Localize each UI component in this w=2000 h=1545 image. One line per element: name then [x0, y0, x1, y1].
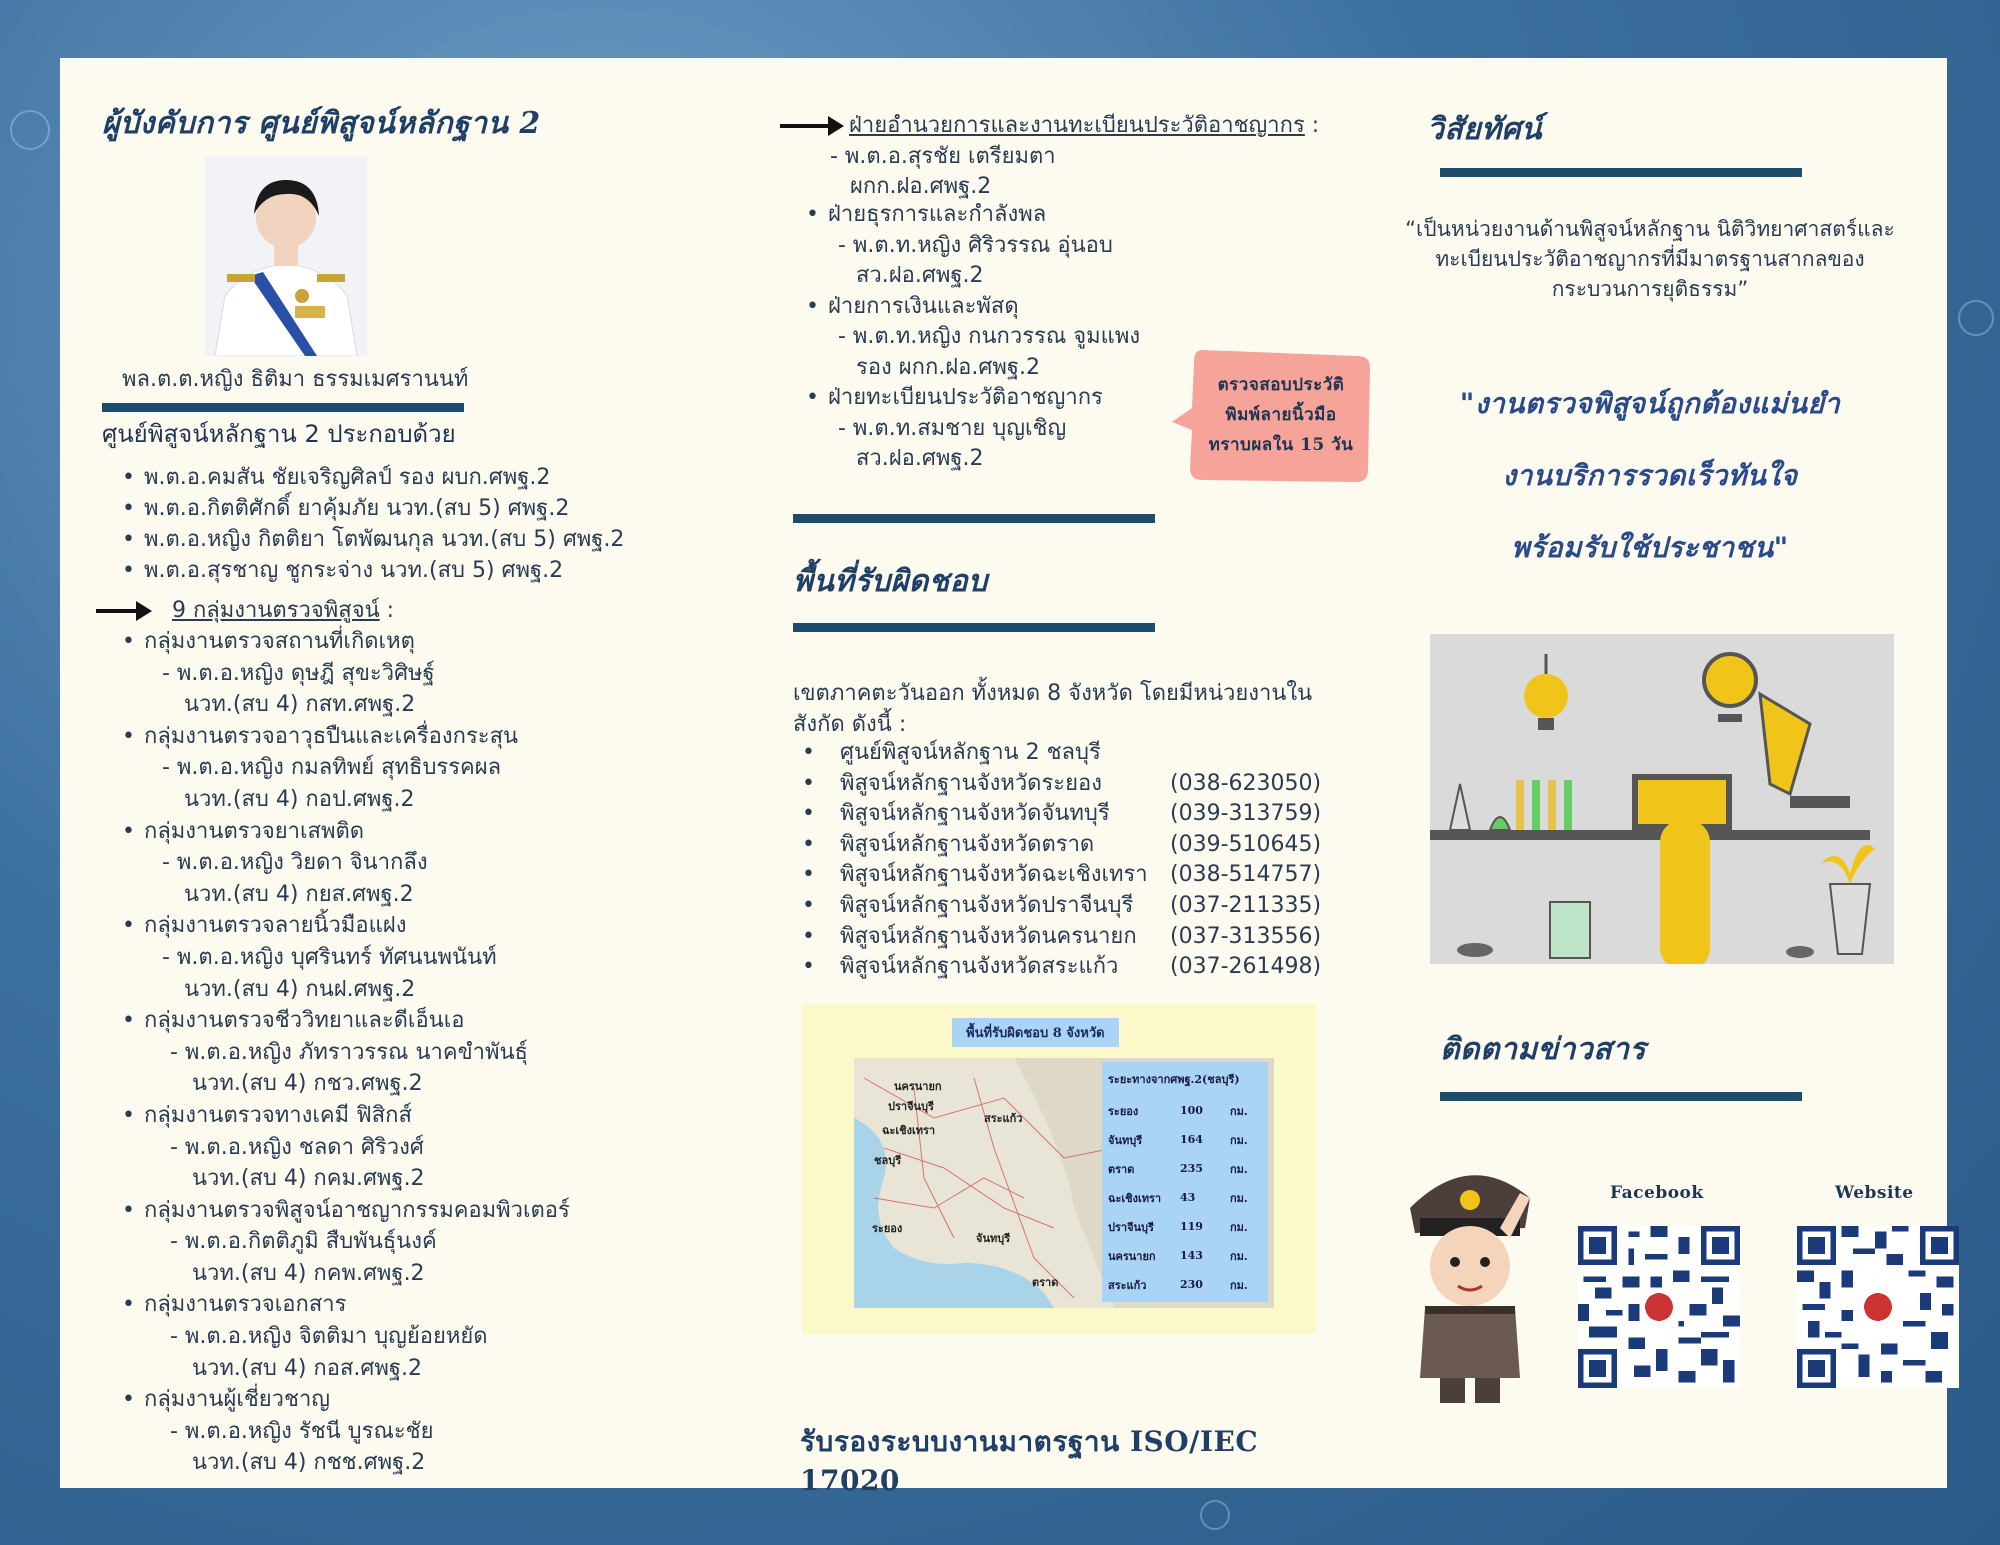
- distance-province: ตราด: [1108, 1162, 1135, 1176]
- group-item: [122, 816, 707, 911]
- admin-colon: :: [1304, 113, 1320, 138]
- group-position: นวท.(สบ 4) กคพ.ศพฐ.2: [192, 1260, 425, 1286]
- group-head: - พ.ต.อ.หญิง วิยดา จินากลึง: [162, 850, 428, 876]
- callout-line: ตรวจสอบประวัติ: [1217, 375, 1345, 395]
- group-head: - พ.ต.อ.หญิง ภัทราวรรณ นาคขำพันธุ์: [170, 1039, 528, 1065]
- group-item: [122, 626, 707, 721]
- unit-item: [806, 383, 1206, 475]
- distance-province: ฉะเชิงเทรา: [1108, 1191, 1162, 1205]
- group-name: กลุ่มงานตรวจชีววิทยาและดีเอ็นเอ: [144, 1008, 465, 1034]
- background-node: [1958, 300, 1994, 336]
- facebook-qr-code[interactable]: [1578, 1226, 1740, 1388]
- column-commander: [60, 58, 710, 1488]
- distance-unit: กม.: [1230, 1220, 1248, 1234]
- map-panel: [802, 1004, 1316, 1334]
- deputy-item: • พ.ต.อ.คมสัน ชัยเจริญศิลป์ รอง ผบก.ศพฐ.2: [122, 462, 707, 493]
- distance-km: 100: [1180, 1104, 1203, 1117]
- map-label: ฉะเชิงเทรา: [882, 1124, 936, 1137]
- distance-km: 164: [1180, 1133, 1203, 1146]
- distance-province: นครนายก: [1108, 1249, 1156, 1263]
- iso-statement: รับรองระบบงานมาตรฐาน ISO/IEC 17020: [800, 1425, 1259, 1497]
- office-phone: (038-623050): [1170, 770, 1322, 796]
- group-position: นวท.(สบ 4) กอป.ศพฐ.2: [184, 786, 415, 812]
- slogan: [1400, 368, 1900, 584]
- distance-province: ระยอง: [1108, 1104, 1139, 1118]
- group-position: นวท.(สบ 4) กคม.ศพฐ.2: [192, 1166, 425, 1192]
- group-item: [122, 1384, 707, 1479]
- arrow-icon: [96, 609, 138, 613]
- distance-km: 143: [1180, 1249, 1203, 1262]
- unit-position: สว.ฝอ.ศพฐ.2: [856, 263, 984, 288]
- divider-bar: [1440, 168, 1802, 177]
- distance-province: ปราจีนบุรี: [1108, 1220, 1154, 1234]
- map-label: ปราจีนบุรี: [888, 1100, 934, 1113]
- map-title: พื้นที่รับผิดชอบ 8 จังหวัด: [952, 1018, 1119, 1047]
- commander-name: พล.ต.ต.หญิง ธิติมา ธรรมเมศรานนท์: [122, 367, 469, 392]
- unit-position: สว.ฝอ.ศพฐ.2: [856, 446, 984, 471]
- admin-units-list: [806, 200, 1206, 475]
- follow-title: ติดตามข่าวสาร: [1440, 1032, 1647, 1067]
- group-position: นวท.(สบ 4) กยส.ศพฐ.2: [184, 881, 414, 907]
- group-item: [122, 1100, 707, 1195]
- office-item: [802, 922, 1342, 953]
- divider-bar: [1440, 1092, 1802, 1101]
- office-item: [802, 860, 1342, 891]
- office-name: พิสูจน์หลักฐานจังหวัดปราจีนบุรี: [840, 892, 1134, 918]
- distance-province: สระแก้ว: [1108, 1278, 1147, 1292]
- admin-heading: ฝ่ายอำนวยการและงานทะเบียนประวัติอาชญากร: [849, 113, 1305, 138]
- website-qr-code[interactable]: [1797, 1226, 1959, 1388]
- office-name: พิสูจน์หลักฐานจังหวัดฉะเชิงเทรา: [840, 862, 1148, 888]
- group-item: [122, 721, 707, 816]
- group-position: นวท.(สบ 4) กชช.ศพฐ.2: [192, 1450, 426, 1476]
- distance-unit: กม.: [1230, 1249, 1248, 1263]
- distance-rows: [1102, 1096, 1268, 1299]
- distance-table-header: ระยะทางจากศพฐ.2(ชลบุรี): [1108, 1073, 1240, 1086]
- divider-bar: [793, 623, 1155, 632]
- distance-unit: กม.: [1230, 1162, 1248, 1176]
- group-name: กลุ่มงานตรวจสถานที่เกิดเหตุ: [144, 629, 415, 654]
- distance-unit: กม.: [1230, 1104, 1248, 1118]
- office-item: [802, 769, 1342, 800]
- group-item: [122, 910, 707, 1005]
- group-position: นวท.(สบ 4) กอส.ศพฐ.2: [192, 1355, 422, 1381]
- admin-heading-row: [849, 110, 1319, 141]
- office-item: [802, 830, 1342, 861]
- map-label: นครนายก: [894, 1080, 942, 1093]
- deputy-item: • พ.ต.อ.สุรชาญ ชูกระจ่าง นวท.(สบ 5) ศพฐ.2: [122, 555, 707, 586]
- office-name: ศูนย์พิสูจน์หลักฐาน 2 ชลบุรี: [840, 740, 1101, 765]
- group-name: กลุ่มงานตรวจพิสูจน์อาชญากรรมคอมพิวเตอร์: [144, 1197, 570, 1223]
- unit-name: ฝ่ายการเงินและพัสดุ: [828, 293, 1019, 319]
- map-label: จันทบุรี: [976, 1232, 1011, 1245]
- distance-province: จันทบุรี: [1108, 1133, 1143, 1147]
- distance-row: [1102, 1183, 1268, 1212]
- distance-row: [1102, 1212, 1268, 1241]
- group-position: นวท.(สบ 4) กนฝ.ศพฐ.2: [184, 976, 416, 1002]
- distance-row: [1102, 1270, 1268, 1299]
- facebook-label: Facebook: [1610, 1183, 1704, 1203]
- column-admin: [710, 58, 1354, 1497]
- commander-title: ผู้บังคับการ ศูนย์พิสูจน์หลักฐาน 2: [102, 106, 541, 141]
- deputy-item: • พ.ต.อ.กิตติศักดิ์ ยาคุ้มภัย นวท.(สบ 5) ศพฐ.2: [122, 493, 707, 524]
- distance-unit: กม.: [1230, 1191, 1248, 1205]
- groups-list: [122, 626, 707, 1479]
- divider-bar: [793, 514, 1155, 523]
- office-phone: (039-313759): [1170, 801, 1322, 827]
- office-phone: (039-510645): [1170, 831, 1322, 857]
- area-intro: เขตภาคตะวันออก ทั้งหมด 8 จังหวัด โดยมีหน่วยงานในสังกัด ดังนี้ :: [793, 681, 1313, 737]
- unit-item: [806, 200, 1206, 292]
- website-label: Website: [1835, 1183, 1914, 1203]
- distance-row: [1102, 1241, 1268, 1270]
- group-head: - พ.ต.อ.หญิง ดุษฎี สุขะวิศิษฐ์: [162, 660, 435, 686]
- office-phone: (038-514757): [1170, 862, 1322, 888]
- group-item: [122, 1289, 707, 1384]
- divider-bar: [102, 403, 464, 412]
- groups-heading: 9 กลุ่มงานตรวจพิสูจน์: [172, 598, 380, 623]
- distance-table: [1102, 1062, 1268, 1302]
- unit-head: - พ.ต.ท.หญิง กนกวรรณ จูมแพง: [838, 324, 1141, 349]
- area-title: พื้นที่รับผิดชอบ: [793, 564, 988, 599]
- map-label: ตราด: [1032, 1276, 1059, 1289]
- map-label: สระแก้ว: [984, 1112, 1023, 1125]
- distance-km: 235: [1180, 1162, 1203, 1175]
- unit-head: - พ.ต.ท.หญิง ศิริวรรณ อุ่นอบ: [838, 232, 1113, 258]
- office-phone: (037-313556): [1170, 923, 1322, 949]
- admin-position: ผกก.ฝอ.ศพฐ.2: [850, 174, 992, 199]
- unit-head: - พ.ต.ท.สมชาย บุญเชิญ: [838, 415, 1067, 441]
- vision-text: “เป็นหน่วยงานด้านพิสูจน์หลักฐาน นิติวิทยาศาสตร์และทะเบียนประวัติอาชญากรที่มีมาตรฐานสากลของกระบวนการยุติธรรม”: [1405, 217, 1895, 301]
- office-name: พิสูจน์หลักฐานจังหวัดตราด: [840, 831, 1095, 857]
- office-phone: (037-211335): [1170, 892, 1322, 918]
- background-node: [1200, 1500, 1230, 1530]
- group-item: [122, 1195, 707, 1290]
- office-name: พิสูจน์หลักฐานจังหวัดสระแก้ว: [840, 954, 1119, 980]
- distance-km: 230: [1180, 1278, 1203, 1291]
- group-head: - พ.ต.อ.หญิง จิตติมา บุญย้อยหยัด: [170, 1324, 488, 1350]
- group-name: กลุ่มงานตรวจอาวุธปืนและเครื่องกระสุน: [144, 723, 519, 749]
- distance-unit: กม.: [1230, 1133, 1248, 1147]
- background-node: [10, 110, 50, 150]
- distance-row: [1102, 1096, 1268, 1125]
- deputy-item: • พ.ต.อ.หญิง กิตติยา โตพัฒนกุล นวท.(สบ 5) ศพฐ.2: [122, 524, 707, 555]
- office-item: [802, 952, 1342, 983]
- callout-line: ทราบผลใน 15 วัน: [1208, 435, 1354, 455]
- distance-row: [1102, 1154, 1268, 1183]
- callout-line: พิมพ์ลายนิ้วมือ: [1225, 405, 1337, 425]
- distance-km: 119: [1180, 1220, 1203, 1233]
- office-name: พิสูจน์หลักฐานจังหวัดจันทบุรี: [840, 801, 1110, 827]
- arrow-icon: [780, 124, 830, 128]
- slogan-line: "งานตรวจพิสูจน์ถูกต้องแม่นยำ: [1459, 387, 1841, 420]
- group-item: [122, 1005, 707, 1100]
- composed-heading: ศูนย์พิสูจน์หลักฐาน 2 ประกอบด้วย: [102, 420, 456, 448]
- vision-title: วิสัยทัศน์: [1427, 112, 1543, 147]
- group-position: นวท.(สบ 4) กชว.ศพฐ.2: [192, 1071, 423, 1097]
- group-name: กลุ่มงานตรวจลายนิ้วมือแฝง: [144, 913, 407, 939]
- map-label: ชลบุรี: [874, 1154, 902, 1167]
- office-item: [802, 799, 1342, 830]
- offices-list: [802, 738, 1342, 983]
- slogan-line: งานบริการรวดเร็วทันใจ: [1502, 459, 1798, 492]
- group-head: - พ.ต.อ.หญิง รัชนี บูรณะชัย: [170, 1418, 434, 1444]
- admin-head: - พ.ต.อ.สุรชัย เตรียมตา: [830, 144, 1056, 169]
- brochure-page: [60, 58, 1947, 1497]
- office-name: พิสูจน์หลักฐานจังหวัดนครนายก: [840, 923, 1137, 949]
- office-item: [802, 738, 1342, 769]
- group-head: - พ.ต.อ.หญิง ชลดา ศิริวงศ์: [170, 1134, 424, 1160]
- distance-unit: กม.: [1230, 1278, 1248, 1292]
- unit-item: [806, 292, 1206, 384]
- lab-illustration: [1430, 634, 1894, 964]
- police-mascot: [1400, 1138, 1540, 1408]
- distance-row: [1102, 1125, 1268, 1154]
- map-label: ระยอง: [872, 1222, 903, 1235]
- group-name: กลุ่มงานผู้เชี่ยวชาญ: [144, 1387, 331, 1413]
- column-vision: [1340, 58, 1947, 1488]
- office-phone: (037-261498): [1170, 954, 1322, 980]
- group-head: - พ.ต.อ.กิตติภูมิ สืบพันธุ์นงค์: [170, 1229, 437, 1255]
- group-name: กลุ่มงานตรวจทางเคมี ฟิสิกส์: [144, 1102, 412, 1128]
- group-head: - พ.ต.อ.หญิง กมลทิพย์ สุทธิบรรคผล: [162, 755, 502, 781]
- group-name: กลุ่มงานตรวจเอกสาร: [144, 1292, 347, 1318]
- group-position: นวท.(สบ 4) กสท.ศพฐ.2: [184, 692, 416, 718]
- unit-position: รอง ผกก.ฝอ.ศพฐ.2: [856, 354, 1040, 380]
- distance-km: 43: [1180, 1191, 1196, 1204]
- group-head: - พ.ต.อ.หญิง บุศรินทร์ ทัศนนพนันท์: [162, 944, 497, 970]
- slogan-line: พร้อมรับใช้ประชาชน": [1511, 531, 1789, 564]
- office-item: [802, 891, 1342, 922]
- group-name: กลุ่มงานตรวจยาเสพติด: [144, 818, 365, 844]
- office-name: พิสูจน์หลักฐานจังหวัดระยอง: [840, 770, 1102, 796]
- groups-heading-row: [172, 595, 394, 626]
- unit-name: ฝ่ายทะเบียนประวัติอาชญากร: [828, 385, 1103, 410]
- unit-name: ฝ่ายธุรการและกำลังพล: [828, 202, 1047, 227]
- groups-colon: :: [379, 598, 395, 623]
- commander-portrait: [205, 156, 367, 356]
- deputy-list: [122, 462, 707, 586]
